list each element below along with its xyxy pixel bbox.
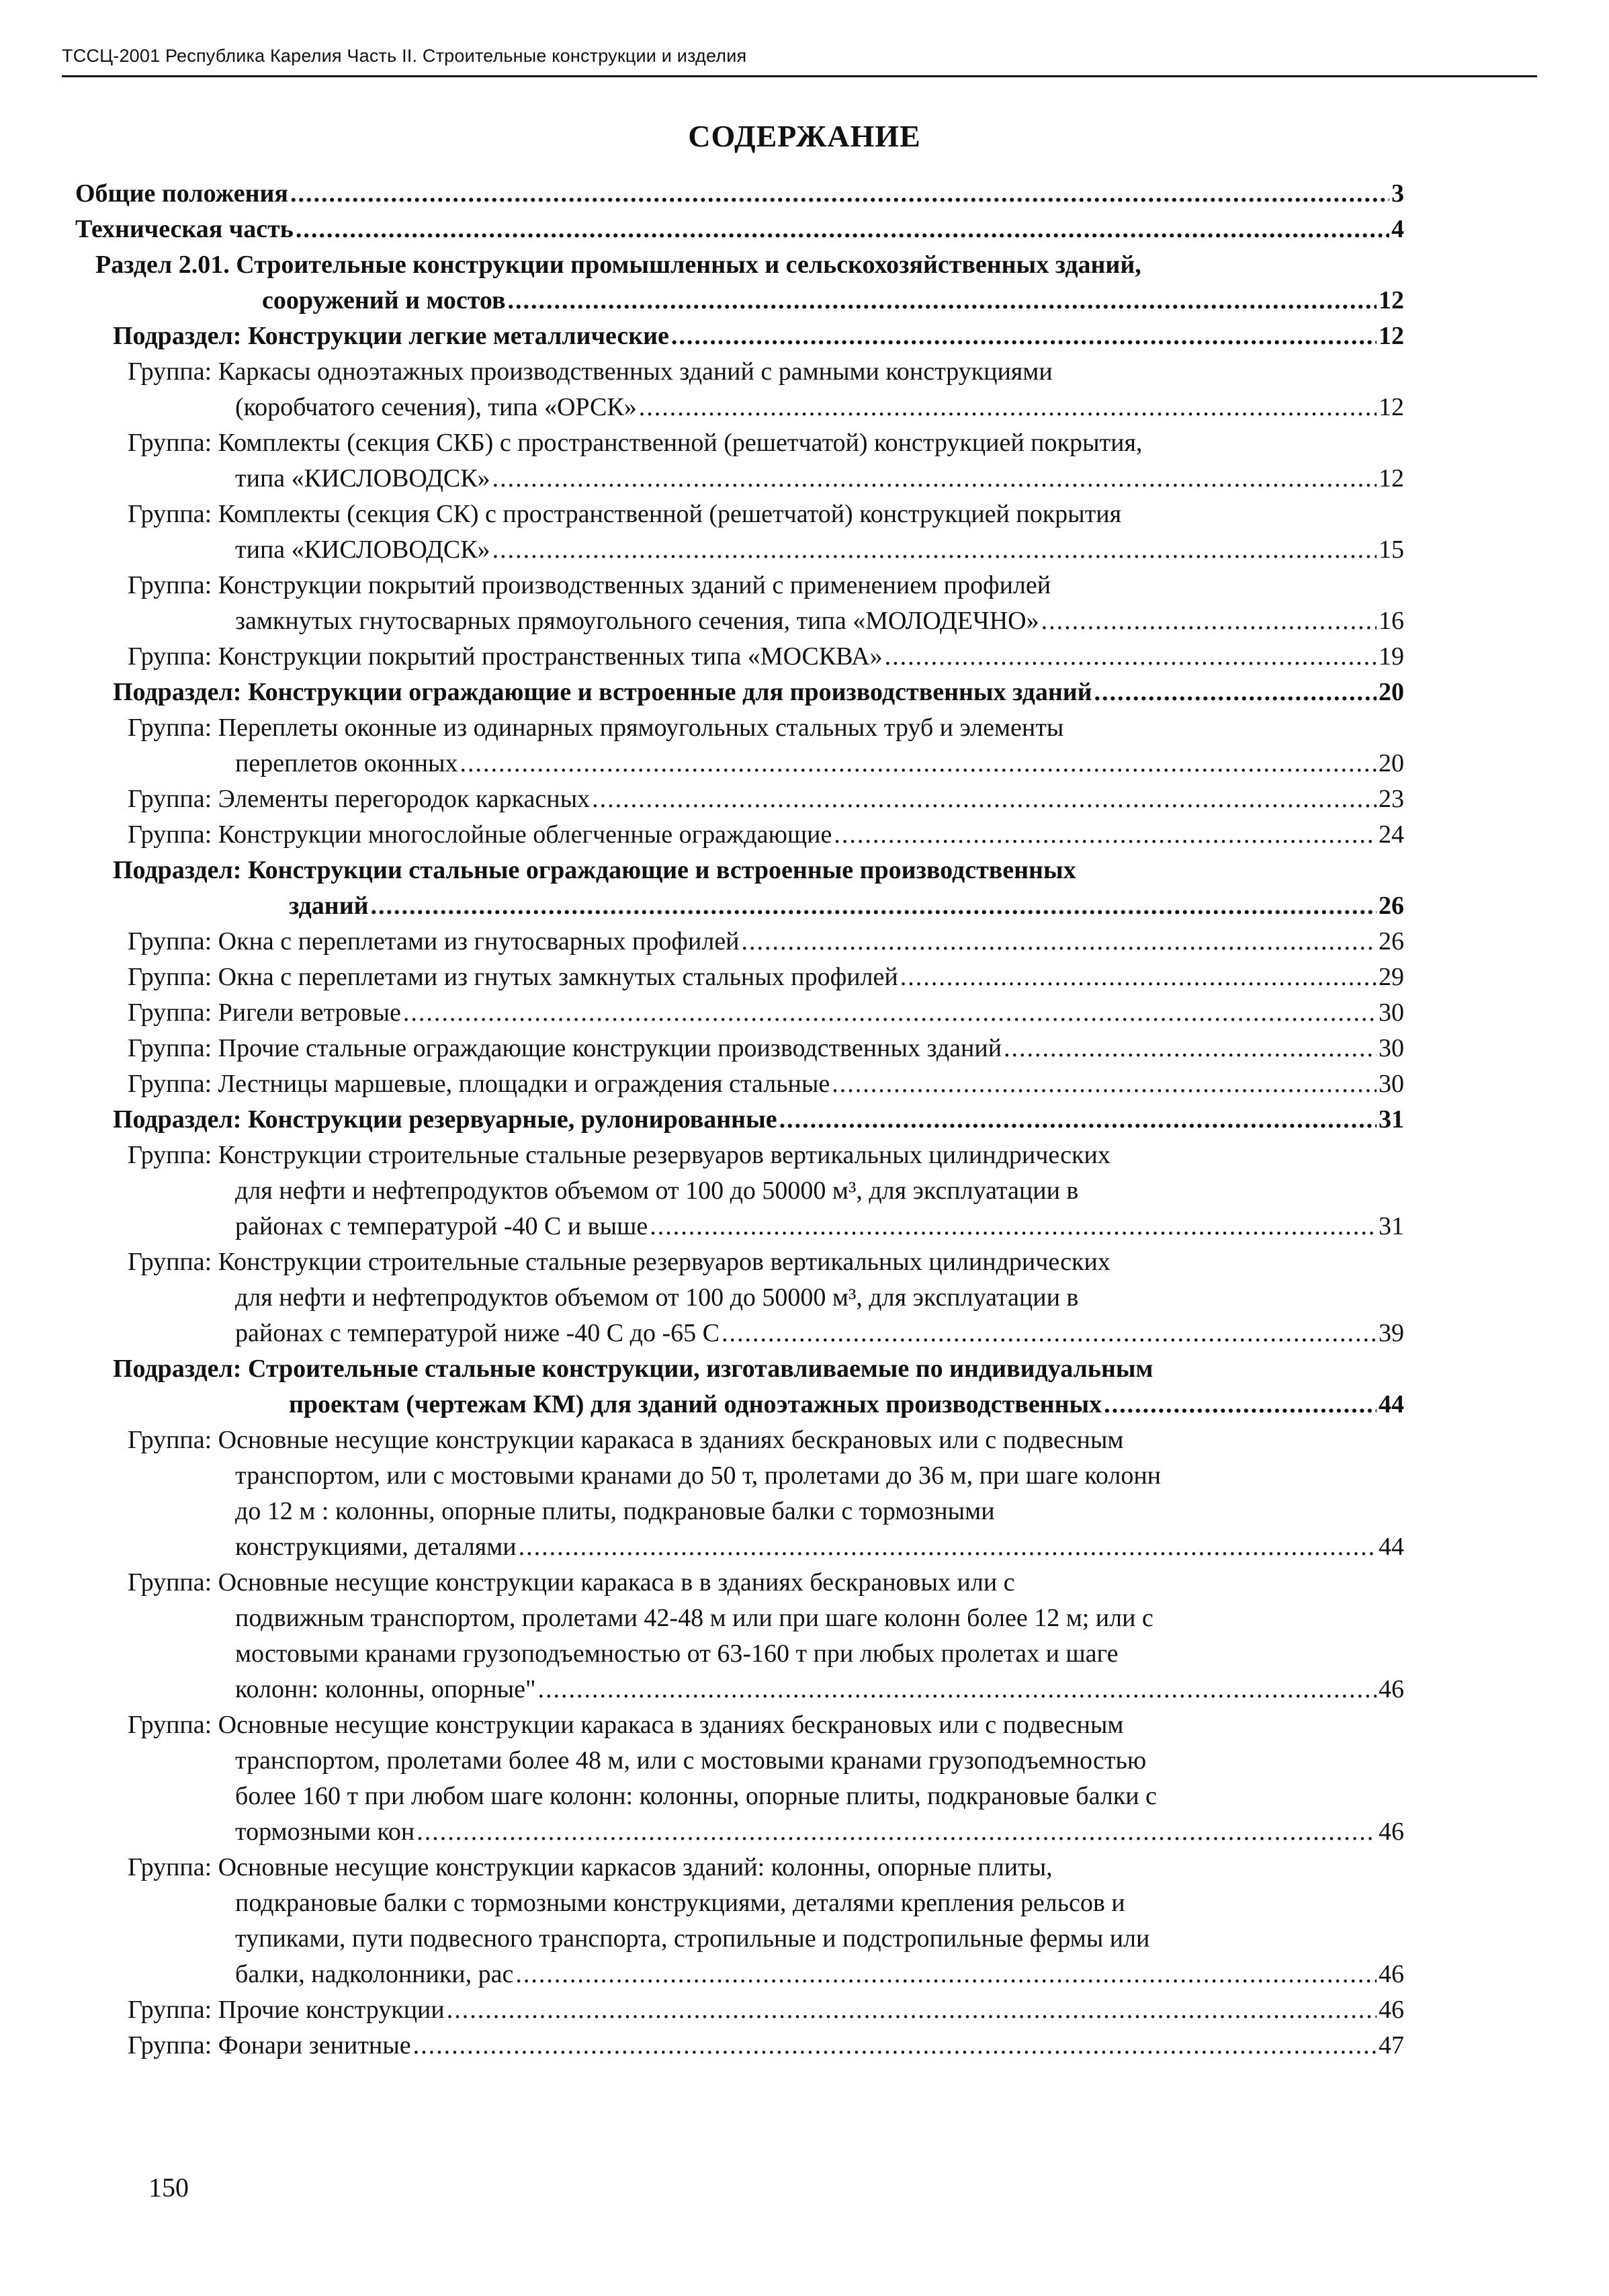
dot-leader [371, 888, 1377, 924]
toc-entry-text: районах с температурой ниже -40 С до -65 С [235, 1319, 720, 1347]
dot-leader [1104, 1387, 1377, 1422]
toc-entry [0, 1102, 1609, 1138]
dot-leader [492, 532, 1377, 568]
toc-entry [0, 1707, 1609, 1850]
toc-page-number: 23 [1379, 785, 1404, 813]
toc-page-number: 39 [1379, 1319, 1404, 1347]
toc-page-number: 12 [1379, 393, 1404, 421]
toc-entry [0, 817, 1609, 853]
toc-entry-text: Группа: Прочие конструкции [128, 1996, 445, 2024]
dot-leader [507, 283, 1377, 318]
toc-entry [0, 176, 1609, 212]
dot-leader [834, 817, 1377, 853]
dot-leader [460, 746, 1377, 781]
dot-leader [1004, 1031, 1377, 1066]
toc-entry-text: транспортом, пролетами более 48 м, или с мостовыми кранами грузоподъемностью [235, 1746, 1147, 1775]
toc-page-number: 44 [1379, 1390, 1404, 1418]
dot-leader [1041, 603, 1377, 639]
toc-entry [0, 1850, 1609, 1992]
toc-entry-text: районах с температурой -40 С и выше [235, 1212, 648, 1240]
toc-page-number: 29 [1379, 963, 1404, 991]
toc-entry-text: Группа: Конструкции покрытий пространственных типа «МОСКВА» [128, 642, 883, 671]
toc-entry-text: подкрановые балки с тормозными конструкциями, деталями крепления рельсов и [235, 1889, 1125, 1917]
toc-entry [0, 2028, 1609, 2064]
toc-page-number: 3 [1391, 179, 1404, 208]
toc-entry [0, 853, 1609, 924]
dot-leader [722, 1316, 1377, 1351]
toc-entry [0, 781, 1609, 817]
dot-leader [639, 390, 1377, 425]
toc-entry-text: Группа: Конструкции покрытий производственных зданий с применением профилей [128, 571, 1051, 599]
toc-page-number: 19 [1379, 642, 1404, 671]
page-title: СОДЕРЖАНИЕ [688, 119, 921, 153]
toc-page-number: 46 [1379, 1960, 1404, 1988]
toc-page-number: 20 [1379, 678, 1404, 706]
toc-entry-text: (коробчатого сечения), типа «ОРСК» [235, 393, 637, 421]
toc-entry-text: типа «КИСЛОВОДСК» [235, 536, 490, 564]
toc-page-number: 47 [1379, 2031, 1404, 2059]
toc-page-number: 31 [1379, 1105, 1404, 1134]
toc-page-number: 15 [1379, 536, 1404, 564]
toc-entry-text: Группа: Лестницы маршевые, площадки и ограждения стальные [128, 1070, 830, 1098]
dot-leader [832, 1066, 1377, 1102]
toc-entry-text: Группа: Окна с переплетами из гнутосварных профилей [128, 927, 740, 955]
toc-entry [0, 318, 1609, 354]
toc-entry-text: Подраздел: Конструкции ограждающие и встроенные для производственных зданий [113, 678, 1092, 706]
toc-entry-text: Группа: Переплеты оконные из одинарных прямоугольных стальных труб и элементы [128, 714, 1064, 742]
toc-entry-text: Группа: Фонари зенитные [128, 2031, 411, 2059]
dot-leader [413, 2028, 1377, 2064]
toc-entry-text: Техническая часть [75, 215, 294, 243]
toc-entry-text: Группа: Основные несущие конструкции каракаса в в зданиях бескрановых или с [128, 1568, 1015, 1597]
toc-page-number: 26 [1379, 927, 1404, 955]
toc-entry-text: более 160 т при любом шаге колонн: колонны, опорные плиты, подкрановые балки с [235, 1782, 1157, 1810]
dot-leader [1094, 675, 1377, 710]
toc-entry-text: балки, надколонники, рас [235, 1960, 514, 1988]
toc-page-number: 44 [1379, 1533, 1404, 1561]
toc-page-number: 46 [1379, 1996, 1404, 2024]
table-of-contents [0, 176, 1609, 2064]
toc-page-number: 16 [1379, 607, 1404, 635]
toc-entry-text: Группа: Конструкции строительные стальные резервуаров вертикальных цилиндрических [128, 1248, 1111, 1276]
page-number: 150 [148, 2172, 189, 2203]
toc-entry [0, 1351, 1609, 1422]
toc-entry [0, 247, 1609, 318]
header-rule [62, 75, 1537, 77]
dot-leader [900, 960, 1377, 995]
toc-entry [0, 354, 1609, 425]
toc-entry [0, 212, 1609, 247]
toc-page-number: 20 [1379, 749, 1404, 777]
toc-entry-text: Подраздел: Конструкции легкие металлические [113, 322, 669, 350]
dot-leader [519, 1529, 1377, 1565]
toc-page-number: 12 [1379, 464, 1404, 493]
toc-entry-text: Подраздел: Конструкции резервуарные, рулонированные [113, 1105, 777, 1134]
toc-entry-text: Подраздел: Конструкции стальные ограждающие и встроенные производственных [113, 856, 1076, 884]
toc-entry-text: мостовыми кранами грузоподъемностью от 63-160 т при любых пролетах и шаге [235, 1640, 1119, 1668]
toc-entry-text: зданий [289, 892, 369, 920]
toc-entry-text: Группа: Прочие стальные ограждающие конструкции производственных зданий [128, 1034, 1002, 1062]
dot-leader [592, 781, 1377, 817]
toc-entry-text: Группа: Комплекты (секция СКБ) с пространственной (решетчатой) конструкцией покрытия, [128, 429, 1143, 457]
dot-leader [403, 995, 1377, 1031]
running-header: ТССЦ-2001 Республика Карелия Часть II. Строительные конструкции и изделия [62, 46, 747, 66]
toc-entry [0, 710, 1609, 781]
dot-leader [538, 1672, 1377, 1707]
toc-entry-text: переплетов оконных [235, 749, 458, 777]
toc-entry [0, 1992, 1609, 2028]
toc-entry-text: транспортом, или с мостовыми кранами до 50 т, пролетами до 36 м, при шаге колонн [235, 1461, 1162, 1490]
toc-entry [0, 1138, 1609, 1244]
toc-entry [0, 425, 1609, 497]
toc-page-number: 12 [1379, 322, 1404, 350]
toc-entry-text: Общие положения [75, 179, 288, 208]
toc-entry-text: Группа: Окна с переплетами из гнутых замкнутых стальных профилей [128, 963, 898, 991]
toc-entry-text: Группа: Комплекты (секция СК) с пространственной (решетчатой) конструкцией покрытия [128, 500, 1122, 528]
toc-entry-text: Группа: Каркасы одноэтажных производственных зданий с рамными конструкциями [128, 357, 1053, 386]
toc-entry [0, 1244, 1609, 1351]
toc-entry-text: тупиками, пути подвесного транспорта, стропильные и подстропильные фермы или [235, 1924, 1150, 1953]
toc-entry-text: для нефти и нефтепродуктов объемом от 100 до 50000 м³, для эксплуатации в [235, 1177, 1079, 1205]
toc-entry [0, 960, 1609, 995]
toc-entry-text: Группа: Ригели ветровые [128, 998, 401, 1027]
toc-entry [0, 1031, 1609, 1066]
toc-entry-text: конструкциями, деталями [235, 1533, 517, 1561]
dot-leader [742, 924, 1377, 960]
toc-entry [0, 1565, 1609, 1707]
toc-entry-text: для нефти и нефтепродуктов объемом от 100 до 50000 м³, для эксплуатации в [235, 1283, 1079, 1312]
dot-leader [779, 1102, 1377, 1138]
toc-entry-text: Группа: Элементы перегородок каркасных [128, 785, 591, 813]
toc-entry-text: Группа: Основные несущие конструкции каракаса в зданиях бескрановых или с подвесным [128, 1711, 1124, 1739]
toc-entry-text: типа «КИСЛОВОДСК» [235, 464, 490, 493]
toc-entry-text: Группа: Основные несущие конструкции каркасов зданий: колонны, опорные плиты, [128, 1853, 1053, 1881]
toc-entry [0, 675, 1609, 710]
toc-entry-text: подвижным транспортом, пролетами 42-48 м или при шаге колонн более 12 м; или с [235, 1604, 1154, 1632]
dot-leader [671, 318, 1377, 354]
dot-leader [296, 212, 1389, 247]
toc-entry-text: сооружений и мостов [262, 286, 506, 314]
toc-page-number: 24 [1379, 820, 1404, 849]
toc-entry-text: Подраздел: Строительные стальные конструкции, изготавливаемые по индивидуальным [113, 1355, 1154, 1383]
toc-entry [0, 568, 1609, 639]
dot-leader [885, 639, 1377, 675]
toc-entry [0, 1066, 1609, 1102]
dot-leader [492, 461, 1377, 497]
toc-page-number: 12 [1379, 286, 1404, 314]
toc-entry [0, 995, 1609, 1031]
toc-entry-text: колонн: колонны, опорные" [235, 1675, 536, 1703]
toc-page-number: 30 [1379, 1070, 1404, 1098]
toc-entry-text: тормозными кон [235, 1818, 415, 1846]
toc-entry-text: замкнутых гнутосварных прямоугольного сечения, типа «МОЛОДЕЧНО» [235, 607, 1039, 635]
toc-page-number: 31 [1379, 1212, 1404, 1240]
toc-entry-text: Раздел 2.01. Строительные конструкции промышленных и сельскохозяйственных зданий, [95, 251, 1141, 279]
toc-entry-text: Группа: Конструкции строительные стальные резервуаров вертикальных цилиндрических [128, 1141, 1111, 1169]
dot-leader [515, 1957, 1377, 1992]
toc-page-number: 30 [1379, 998, 1404, 1027]
toc-entry [0, 924, 1609, 960]
toc-entry [0, 1422, 1609, 1565]
toc-page-number: 26 [1379, 892, 1404, 920]
toc-page-number: 30 [1379, 1034, 1404, 1062]
dot-leader [417, 1814, 1377, 1850]
toc-page-number: 46 [1379, 1818, 1404, 1846]
toc-entry-text: Группа: Основные несущие конструкции каракаса в зданиях бескрановых или с подвесным [128, 1426, 1124, 1454]
toc-page-number: 4 [1391, 215, 1404, 243]
toc-page-number: 46 [1379, 1675, 1404, 1703]
toc-entry-text: проектам (чертежам КМ) для зданий одноэтажных производственных [289, 1390, 1102, 1418]
dot-leader [290, 176, 1389, 212]
toc-entry [0, 639, 1609, 675]
toc-entry [0, 497, 1609, 568]
toc-entry-text: до 12 м : колонны, опорные плиты, подкрановые балки с тормозными [235, 1497, 995, 1525]
dot-leader [447, 1992, 1377, 2028]
toc-entry-text: Группа: Конструкции многослойные облегченные ограждающие [128, 820, 832, 849]
dot-leader [650, 1209, 1377, 1244]
